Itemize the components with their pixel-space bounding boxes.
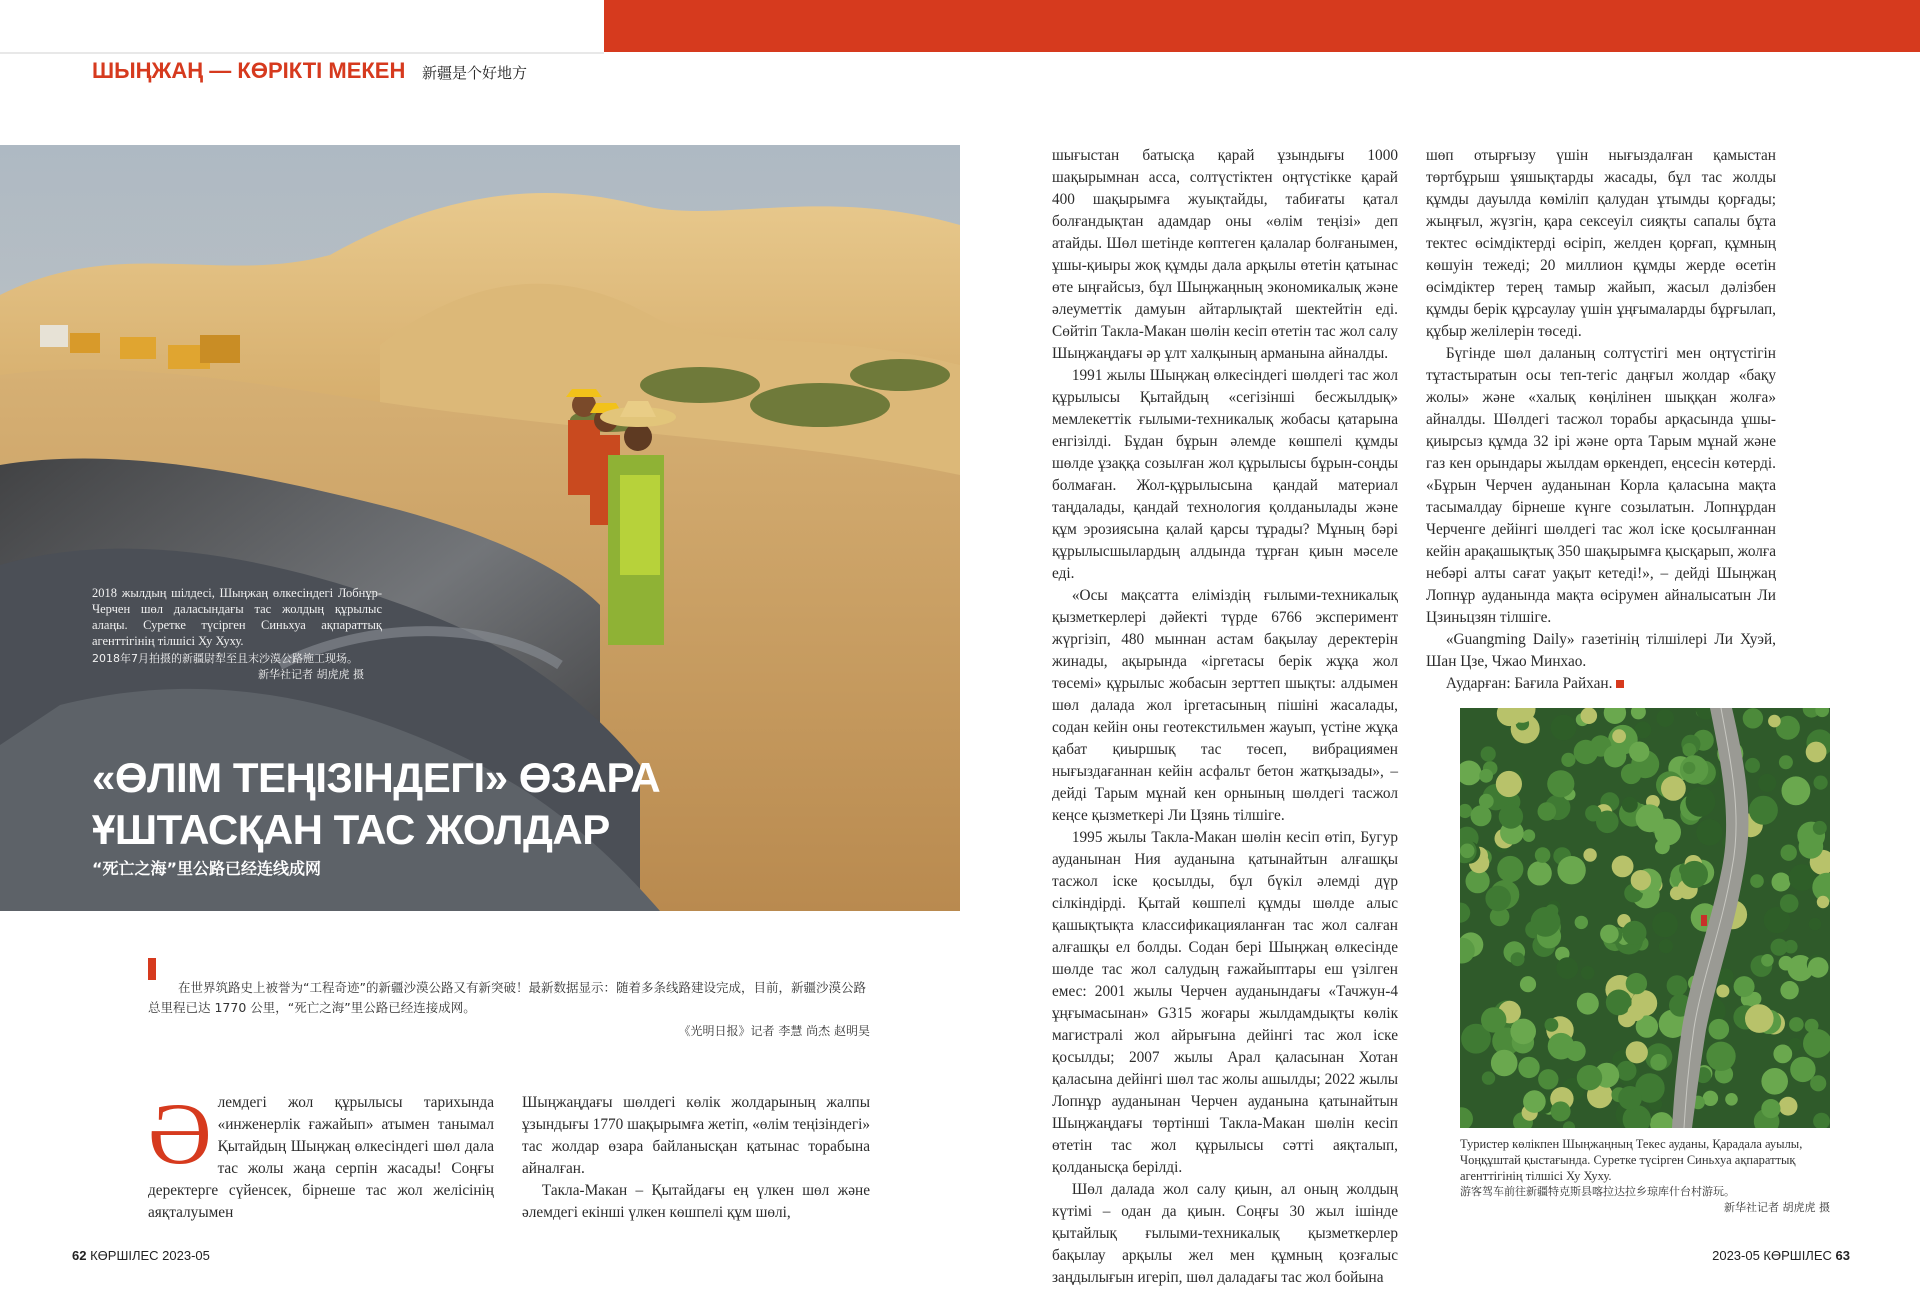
tree-crown bbox=[1789, 1038, 1802, 1051]
tree-crown bbox=[1686, 787, 1716, 817]
tree-crown bbox=[1734, 976, 1755, 997]
tree-crown bbox=[1725, 1093, 1738, 1106]
article-headline bbox=[92, 752, 660, 856]
tree-crown bbox=[1779, 755, 1793, 769]
col3-paragraph-5: Шөл далада жол салу қиын, ал оның жолдың күтімі – одан да қиын. Соңғы 30 жыл ішінде қытайлық ғылыми-техникалық қызметкерлер бақылау арқылы жел мен құмның қозғалыс заңдылығын игеріп, шөл даладағы тас жол бойына bbox=[1052, 1181, 1398, 1286]
col3-paragraph-2: 1991 жылы Шыңжаң өлкесіндегі шөлдегі тас жол құрылысы Қытайдың «сегізінші бесжылдық» мемлекеттік ғылыми-техникалық жобасы қатарына енгізілді. Бұдан бұрын әлемде көшпелі құмды шөлде ұзаққа созылған жол құрылысы бұрын-соңды болмаған. Жол-құрылысына қандай материал таңдалады, қандай технология қолданылады және құм эрозиясына қалай қарсы тұрады? Мұның бәрі құрылысшылардың алдында тұрған қиын мәселе еді. bbox=[1052, 367, 1398, 582]
tree-crown bbox=[1577, 1065, 1602, 1090]
section-title: ШЫҢЖАҢ — КӨРІКТІ МЕКЕН bbox=[92, 58, 406, 83]
tree-crown bbox=[1622, 921, 1646, 945]
tree-crown bbox=[1547, 770, 1574, 797]
headline-line-2: ҰШТАСҚАН ТАС ЖОЛДАР bbox=[92, 806, 610, 853]
tree-crown bbox=[1497, 856, 1523, 882]
tree-crown bbox=[1780, 894, 1799, 913]
tree-crown bbox=[1481, 746, 1496, 761]
tree-crown bbox=[1485, 886, 1511, 912]
tree-crown bbox=[1600, 925, 1619, 944]
tree-crown bbox=[1817, 896, 1829, 908]
tree-crown bbox=[1629, 742, 1649, 762]
tree-crown bbox=[1716, 985, 1729, 998]
header-accent-band bbox=[604, 0, 1920, 52]
forest-road-photo bbox=[1460, 708, 1830, 1128]
tree-crown bbox=[1782, 776, 1811, 805]
lead-credit-cn: 《光明日报》记者 李慧 尚杰 赵明昊 bbox=[678, 1024, 870, 1038]
tree-crown bbox=[1652, 912, 1678, 938]
col4-paragraph-2: Бүгінде шөл даланың солтүстігі мен оңтүстігін тұтастыратын осы теп-тегіс даңғыл жолдар «бақу жолы» және «халық көңілінен шыққан жолға» айналды. Шөлдегі тасжол торабы арқасында ұшы-қиырсыз құмда 32 ірі және орта Тарым мұнай және газ кен орындары жылдам өркендеп, еңсесін көтерді. «Бұрын Черчен ауданынан Корла қаласына мақта тасымалдау бірнеше күнге созылатын. Лопнұрдан Черченге дейінгі шөлдегі тас жол іске қосылғаннан кейін арақашықтық 350 шақырымға қысқарып, жолға небәрі алты сағат уақыт кетеді!», – дейді Шыңжаң Лопнұр ауданында мақта өсірумен айналысатын Ли Цзиньцзян тілшіге. bbox=[1426, 345, 1776, 626]
body-column-3 bbox=[1052, 145, 1398, 1289]
tree-crown bbox=[1771, 939, 1788, 956]
tree-crown bbox=[1631, 870, 1651, 890]
tree-crown bbox=[1709, 1019, 1730, 1040]
tree-crown bbox=[1583, 848, 1596, 861]
tree-crown bbox=[1799, 834, 1824, 859]
tree-crown bbox=[1789, 1017, 1804, 1032]
tree-crown bbox=[1561, 753, 1575, 767]
translator-credit: Аударған: Бағила Райхан. bbox=[1445, 675, 1613, 692]
folio-right-label: 2023-05 КӨРШІЛЕС bbox=[1712, 1248, 1832, 1263]
page-number-left: 62 bbox=[72, 1248, 87, 1263]
tree-crown bbox=[1659, 939, 1673, 953]
page-number-right: 63 bbox=[1835, 1248, 1850, 1263]
tree-crown bbox=[1790, 1057, 1815, 1082]
tree-crown bbox=[1548, 1033, 1575, 1060]
tree-crown bbox=[1745, 758, 1760, 773]
hero-photo-caption: 2018 жылдың шілдесі, Шыңжаң өлкесіндегі Лобнұр-Черчен шөл даласындағы тас жолдың құрылыс алаңы. Суретке түсірген Синьхуа ақпараттық агенттігінің тілшісі Ху Хуху. bbox=[92, 586, 382, 648]
tree-crown bbox=[1612, 856, 1634, 878]
col4-paragraph-3: «Guangming Daily» газетінің тілшілері Ли Хуэй, Шан Цзе, Чжао Минхао. bbox=[1426, 631, 1776, 670]
tree-crown bbox=[1479, 769, 1493, 783]
tree-crown bbox=[1780, 981, 1798, 999]
forest-photo-caption: Туристер көлікпен Шыңжаңның Текес ауданы, Қарадала ауылы, Чоңқұштай қыстағында. Суретке түсірген Синьхуа ақпараттық агенттігінің тілшісі Ху Хуху. bbox=[1460, 1137, 1803, 1183]
tree-crown bbox=[1750, 874, 1764, 888]
tree-crown bbox=[1761, 954, 1774, 967]
tree-crown bbox=[1511, 952, 1525, 966]
tree-crown bbox=[1745, 1004, 1774, 1033]
tree-crown bbox=[1557, 856, 1585, 884]
col3-paragraph-1: шығыстан батысқа қарай ұзындығы 1000 шақырымнан асса, солтүстіктен оңтүстікке қарай 400 шақырымға жуықтайды, табиғаты қатал болғандықтан адамдар оны «өлім теңізі» деп атайды. Шөл шетінде көптеген қалалар болғанымен, ұшы-қиыры жоқ құмды дала арқылы өтетін қатынас өте ыңғайсыз, бұл Шыңжаңның экономикалық және әлеуметтік дамуын айтарлықтай шектейтін еді. Сөйтіп Такла-Макан шөлін кесіп өтетін тас жол салу Шыңжаңдағы әр ұлт халқының арманына айналды. bbox=[1052, 147, 1398, 362]
lead-paragraph-cn: 在世界筑路史上被誉为“工程奇迹”的新疆沙漠公路又有新突破！最新数据显示：随着多条线路建设完成，目前，新疆沙漠公路总里程已达 1770 公里，“死亡之海”里公路已经连接成网。 bbox=[148, 980, 866, 1015]
tree-crown bbox=[1538, 802, 1557, 821]
tree-crown bbox=[1768, 715, 1781, 728]
tree-crown bbox=[1808, 957, 1829, 978]
tree-crown bbox=[1523, 829, 1536, 842]
tree-crown bbox=[1626, 1041, 1648, 1063]
tree-crown bbox=[1518, 1057, 1539, 1078]
tree-crown bbox=[1703, 1091, 1718, 1106]
tree-crown bbox=[1482, 1071, 1495, 1084]
tree-crown bbox=[1581, 708, 1598, 724]
tree-crown bbox=[1779, 1097, 1798, 1116]
tree-crown bbox=[1510, 1019, 1536, 1045]
body-column-2 bbox=[522, 1092, 870, 1224]
tree-crown bbox=[1779, 956, 1794, 971]
tree-crown bbox=[1531, 907, 1561, 937]
hero-photo-credit-cn: 新华社记者 胡虎虎 摄 bbox=[258, 668, 364, 681]
tree-crown bbox=[1761, 1099, 1780, 1118]
tree-crown bbox=[1628, 1004, 1645, 1021]
tree-crown bbox=[1636, 804, 1664, 832]
tree-crown bbox=[1773, 1045, 1792, 1064]
tree-crown bbox=[1538, 1069, 1558, 1089]
section-title-cn: 新疆是个好地方 bbox=[422, 64, 528, 82]
tree-crown bbox=[1743, 708, 1763, 728]
tree-crown bbox=[1781, 845, 1797, 861]
tree-crown bbox=[1499, 804, 1523, 828]
forest-photo-caption-cn: 游客驾车前往新疆特克斯县喀拉达拉乡琼库什台村游玩。 bbox=[1460, 1185, 1735, 1198]
tree-crown bbox=[1809, 918, 1822, 931]
tree-crown bbox=[1551, 715, 1577, 741]
hero-photo-caption-cn: 2018年7月拍摄的新疆尉犁至且末沙漠公路施工现场。 bbox=[92, 652, 358, 665]
tree-crown bbox=[1617, 1061, 1637, 1081]
headline-line-1: «ӨЛІМ ТЕҢІЗІНДЕГІ» ӨЗАРА bbox=[92, 754, 661, 801]
tree-crown bbox=[1805, 1019, 1819, 1033]
tree-crown bbox=[1683, 762, 1695, 774]
drop-cap: Ә bbox=[148, 1086, 212, 1183]
tree-crown bbox=[1535, 847, 1551, 863]
tree-crown bbox=[1706, 1042, 1735, 1071]
tree-crown bbox=[1574, 740, 1598, 764]
tree-crown bbox=[1577, 993, 1599, 1015]
folio-left-label: КӨРШІЛЕС 2023-05 bbox=[90, 1248, 210, 1263]
tree-crown bbox=[1471, 805, 1492, 826]
tree-crown bbox=[1667, 975, 1688, 996]
col4-paragraph-1: шөп отырғызу үшін нығыздалған қамыстан төртбұрыш ұяшықтарды жасады, бұл тас жолды құмды дауылда көміліп қалудан ұтымды қорғады; жыңғыл, жүзгін, қара сексеуіл сияқты сапалы бұта тектес өсімдіктерді өсіріп, желден қорғап, құмның көшуін тежеді; 20 миллион құмды жерде өсетін өсімдіктер терең тамыр жайып, жасыл дәлізбен құмды берік құрсаулау үшін ұңғымаларды бұрғылап, құбыр желілерін төседі. bbox=[1426, 147, 1776, 340]
tree-crown bbox=[1814, 776, 1828, 790]
body-column-4 bbox=[1426, 145, 1776, 695]
tree-crown bbox=[1496, 771, 1522, 797]
tree-crown bbox=[1604, 745, 1626, 767]
tree-crown bbox=[1622, 797, 1638, 813]
col2-paragraph-1: Шыңжаңдағы шөлдегі көлік жолдарының жалпы ұзындығы 1770 шақырымға жетіп, «өлім теңізіндегі» тас жолдар өзара байланысқан қатынас торабына айналған. bbox=[522, 1094, 870, 1177]
tree-crown bbox=[1749, 796, 1778, 825]
header-rule bbox=[0, 52, 604, 54]
col3-paragraph-3: «Осы мақсатта еліміздің ғылыми-техникалық қызметкерлері дәйекті түрде 6766 эксперимент жүргізіп, 480 мыннан астам бақылау деректерін жинады, ақырында «іргетасы берік жұқа жол төсемі» құрылыс жобасын зерттеп шықты: алдымен шөл далада жол іргетасының пішіні жасалады, содан кейін оны геотекстильмен жауып, үстіне жұқа қабат қиыршық тас төсеп, вибрациямен нығыздағаннан кейін асфальт бетон жатқызады», – дейді Тарым мұнай кен орнының шөлдегі тасжол кеңсе қызметкері Ли Цзянь тілшіге. bbox=[1052, 587, 1398, 824]
tree-crown bbox=[1806, 742, 1827, 763]
header-left-band bbox=[0, 0, 604, 52]
tree-crown bbox=[1656, 709, 1674, 727]
tree-crown bbox=[1545, 1018, 1559, 1032]
tree-crown bbox=[1661, 776, 1686, 801]
tree-crown bbox=[1681, 861, 1708, 888]
folio-right bbox=[1700, 1248, 1850, 1263]
tree-crown bbox=[1556, 957, 1578, 979]
col3-paragraph-4: 1995 жылы Такла-Макан шөлін кесіп өтіп, Бугур ауданынан Ния ауданына қатынайтын алғашқы тасжол іске қосылды, бұл бүкіл әлемді дүр сілкіндірді. Қытай көшпелі құмды шөлде алыс қашықтықта классификацияланған тас жол салған алғашқы ел болды. Содан бері Шыңжаң өлкесінде шөлде тас жол салудың ғажайыптары еш үзілген емес: 2001 жылы Черчен ауданындағы «Тачжун-4 ұңғымасынан» G315 жоғары жылдамдықты көлік магистралі жол айрығына дейінгі тас жол іске қосылды; 2007 жылы Арал қаласынан Хотан қаласына дейінгі шөл тас жолы ашылды; 2022 жылы Лопнұр ауданынан Черчен ауданына қатынайтын Шыңжаңдағы төртінші Такла-Макан шөлін кесіп өтетін тас жол құрылысы сәтті аяқталып, қолданысқа берілді. bbox=[1052, 829, 1398, 1176]
tree-crown bbox=[1650, 1054, 1667, 1071]
tree-crown bbox=[1772, 873, 1791, 892]
tree-crown bbox=[1696, 819, 1722, 845]
body-column-1 bbox=[148, 1086, 494, 1224]
tree-crown bbox=[1618, 1086, 1642, 1110]
folio-left bbox=[72, 1248, 210, 1263]
article-subtitle-cn: “死亡之海”里公路已经连线成网 bbox=[92, 859, 322, 878]
tree-crown bbox=[1527, 861, 1551, 885]
tree-crown bbox=[1491, 1050, 1518, 1077]
tree-crown bbox=[1813, 821, 1827, 835]
tree-crown bbox=[1479, 794, 1494, 809]
tree-crown bbox=[1520, 976, 1536, 992]
lead-accent-bar bbox=[148, 958, 156, 980]
tree-crown bbox=[1758, 774, 1776, 792]
tree-crown bbox=[1581, 966, 1595, 980]
tree-crown bbox=[1596, 811, 1619, 834]
tree-crown bbox=[1683, 743, 1697, 757]
tree-crown bbox=[1460, 844, 1475, 859]
tree-crown bbox=[1626, 973, 1647, 994]
col1-paragraph: лемдегі жол құрылысы тарихында «инженерлік ғажайып» атымен танымал Қытайдың Шыңжаң өлкесіндегі шөл дала тас жолы жаңа серпін жасады! Соңғы деректерге сүйенсек, бірнеше тас жол желісінің аяқталуымен bbox=[148, 1094, 494, 1221]
tree-crown bbox=[1481, 1007, 1506, 1032]
forest-photo-credit-cn: 新华社记者 胡虎虎 摄 bbox=[1724, 1201, 1830, 1214]
end-mark bbox=[1616, 680, 1624, 688]
tree-crown bbox=[1761, 1068, 1788, 1095]
tree-crown bbox=[1575, 916, 1588, 929]
tree-crown bbox=[1551, 1101, 1571, 1121]
tree-crown bbox=[1612, 729, 1626, 743]
tree-crown bbox=[1810, 1075, 1826, 1091]
col2-paragraph-2: Такла-Макан – Қытайдағы ең үлкен шөл және әлемдегі екінші үлкен көшпелі құм шөлі, bbox=[522, 1182, 870, 1221]
tree-crown bbox=[1523, 1090, 1546, 1113]
